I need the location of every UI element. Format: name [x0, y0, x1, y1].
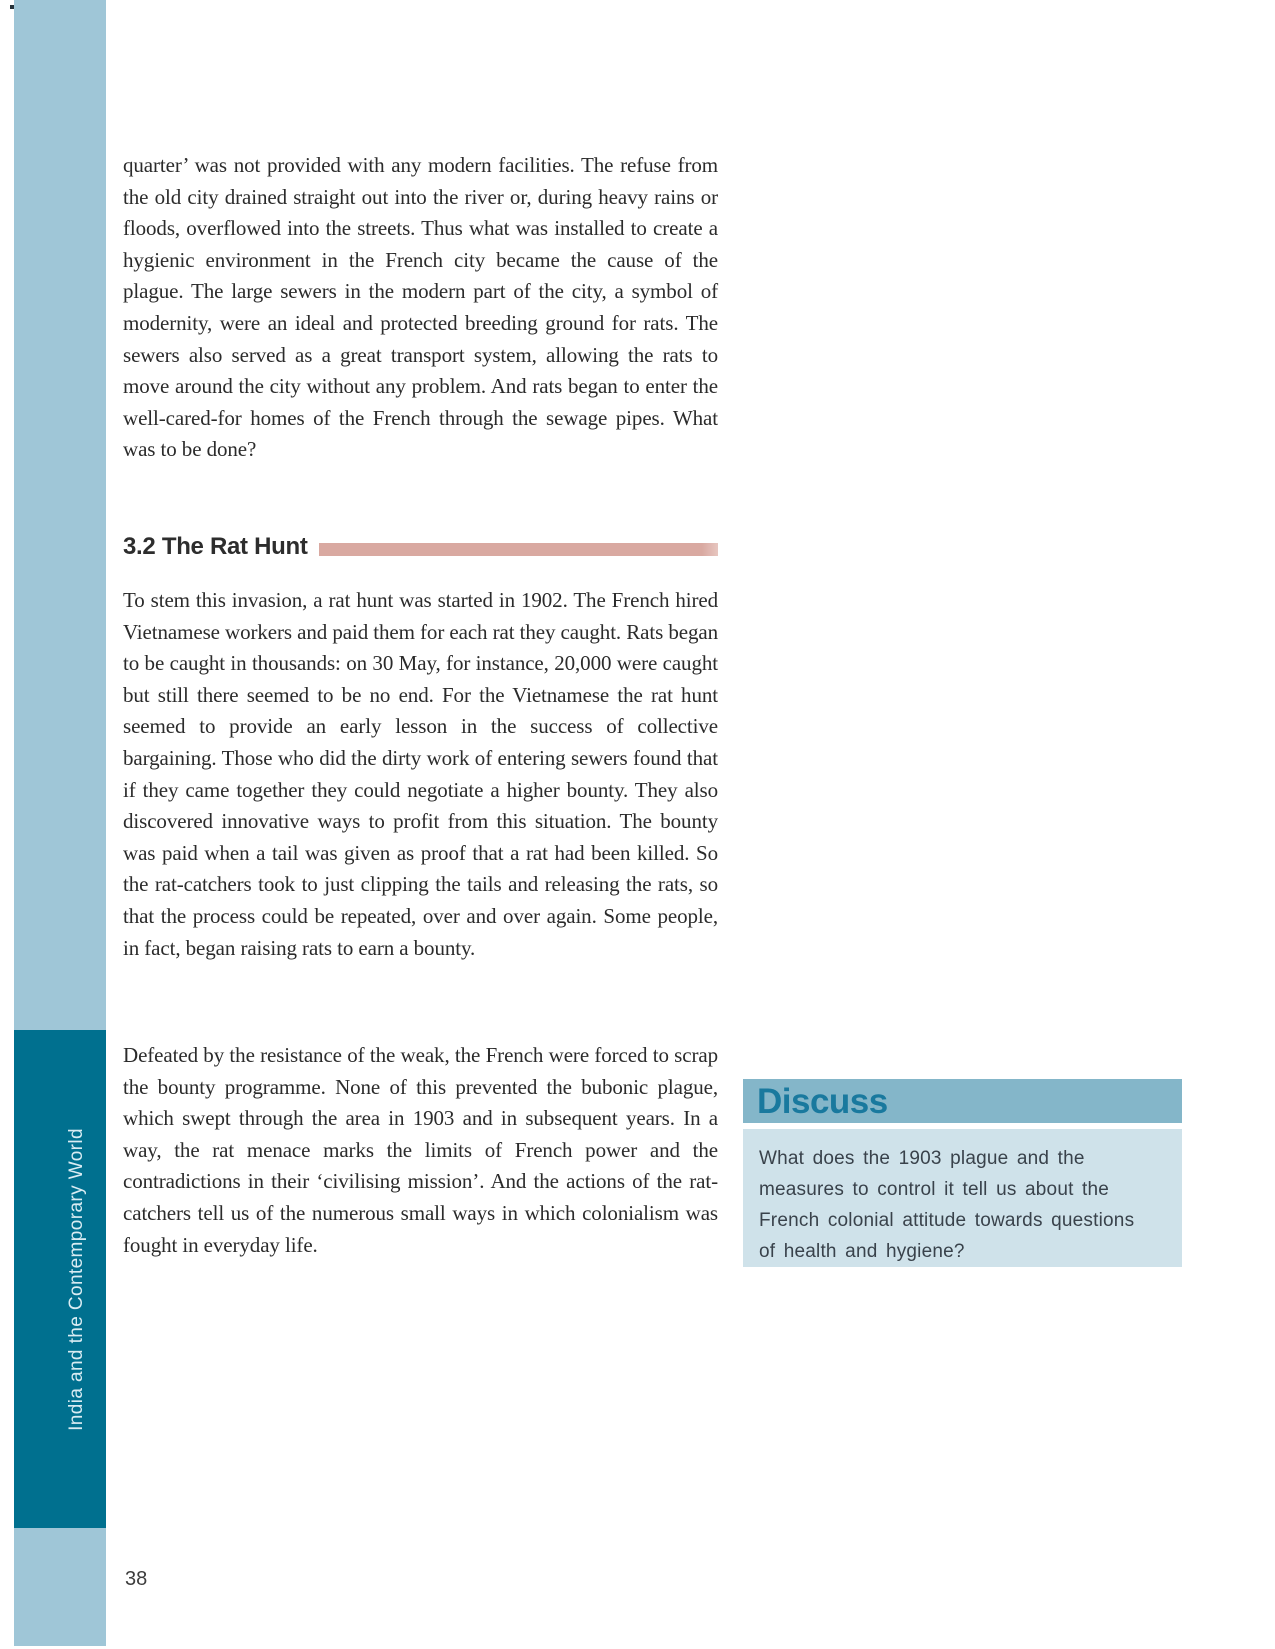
- paragraph-bounty-scrapped: Defeated by the resistance of the weak, the French were forced to scrap the bounty programme. None of this prevented the bubonic plague, which swept through the area in 1903 and in subsequent years. In a way, the rat menace marks the limits of French power and the contradictions in their ‘civilising mission’. And the actions of the rat-catchers tell us of the numerous small ways in which colonialism was fought in everyday life.: [123, 1043, 718, 1257]
- sidebar-dark-band: [14, 1030, 106, 1528]
- discuss-question: What does the 1903 plague and the measures to control it tell us about the French colonial attitude towards questions of health and hygiene?: [743, 1129, 1182, 1267]
- discuss-header: [743, 1079, 1182, 1123]
- discuss-box: [743, 1079, 1182, 1267]
- page-number: 38: [125, 1568, 148, 1590]
- discuss-title: Discuss: [757, 1082, 888, 1121]
- paragraph-plague-cause: quarter’ was not provided with any modern facilities. The refuse from the old city drained straight out into the river or, during heavy rains or floods, overflowed into the streets. Thus what was installed to create a hygienic environment in the French city became the cause of the plague. The large sewers in the modern part of the city, a symbol of modernity, were an ideal and protected breeding ground for rats. The sewers also served as a great transport system, allowing the rats to move around the city without any problem. And rats began to enter the well-cared-for homes of the French through the sewage pipes. What was to be done?: [123, 153, 718, 462]
- section-heading-rule: [319, 543, 718, 556]
- section-title: 3.2 The Rat Hunt: [123, 533, 308, 560]
- paragraph-rat-hunt: To stem this invasion, a rat hunt was started in 1902. The French hired Vietnamese workers and paid them for each rat they caught. Rats began to be caught in thousands: on 30 May, for instance, 20,000 were caught but still there seemed to be no end. For the Vietnamese the rat hunt seemed to provide an early lesson in the success of collective bargaining. Those who did the dirty work of entering sewers found that if they came together they could negotiate a higher bounty. They also discovered innovative ways to profit from this situation. The bounty was paid when a tail was given as proof that a rat had been killed. So the rat-catchers took to just clipping the tails and releasing the rats, so that the process could be repeated, over and over again. Some people, in fact, began raising rats to earn a bounty.: [123, 588, 718, 960]
- book-series-vertical-label: India and the Contemporary World: [66, 1127, 87, 1431]
- section-heading-row: [123, 533, 718, 561]
